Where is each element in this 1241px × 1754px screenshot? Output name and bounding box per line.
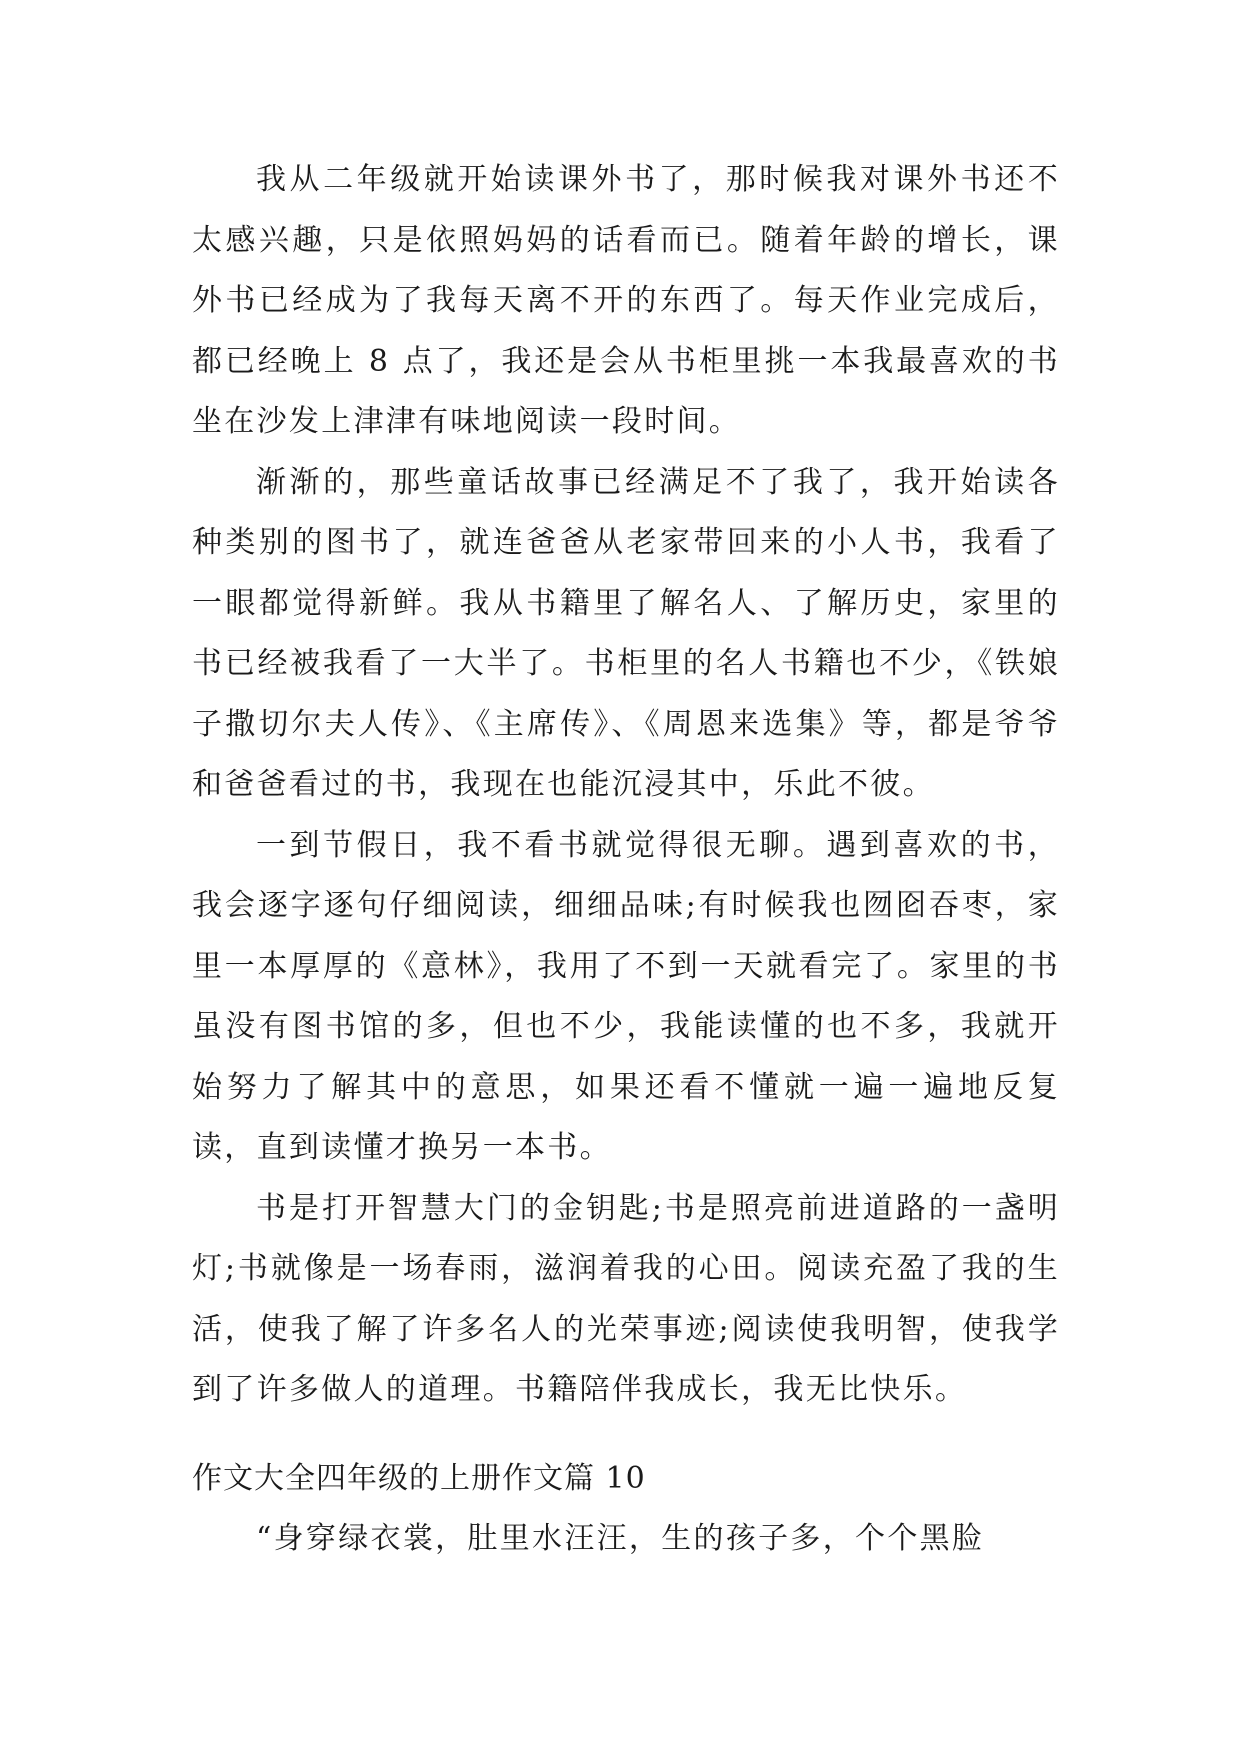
document-page (192, 150, 1060, 1570)
body-paragraph-1: 我从二年级就开始读课外书了，那时候我对课外书还不太感兴趣，只是依照妈妈的话看而已。随着年龄的增长，课外书已经成为了我每天离不开的东西了。每天作业完成后，都已经晚上 8 点了，我还是会从书柜里挑一本我最喜欢的书坐在沙发上津津有味地阅读一段时间。 (192, 162, 1060, 439)
body-paragraph-5: “身穿绿衣裳，肚里水汪汪，生的孩子多，个个黑脸 (256, 1521, 985, 1556)
body-paragraph-2: 渐渐的，那些童话故事已经满足不了我了，我开始读各种类别的图书了，就连爸爸从老家带回来的小人书，我看了一眼都觉得新鲜。我从书籍里了解名人、了解历史，家里的书已经被我看了一大半了。书柜里的名人书籍也不少，《铁娘子撒切尔夫人传》、《主席传》、《周恩来选集》等，都是爷爷和爸爸看过的书，我现在也能沉浸其中，乐此不彼。 (192, 464, 1060, 802)
section-heading: 作文大全四年级的上册作文篇 10 (192, 1460, 646, 1496)
body-paragraph-3: 一到节假日，我不看书就觉得很无聊。遇到喜欢的书，我会逐字逐句仔细阅读，细细品味;有时候我也囫囵吞枣，家里一本厚厚的《意林》，我用了不到一天就看完了。家里的书虽没有图书馆的多，但也不少，我能读懂的也不多，我就开始努力了解其中的意思，如果还看不懂就一遍一遍地反复读，直到读懂才换另一本书。 (192, 827, 1060, 1165)
body-paragraph-4: 书是打开智慧大门的金钥匙;书是照亮前进道路的一盏明灯;书就像是一场春雨，滋润着我的心田。阅读充盈了我的生活，使我了解了许多名人的光荣事迹;阅读使我明智，使我学到了许多做人的道理。书籍陪伴我成长，我无比快乐。 (192, 1190, 1060, 1407)
section-spacer (192, 1421, 1060, 1449)
